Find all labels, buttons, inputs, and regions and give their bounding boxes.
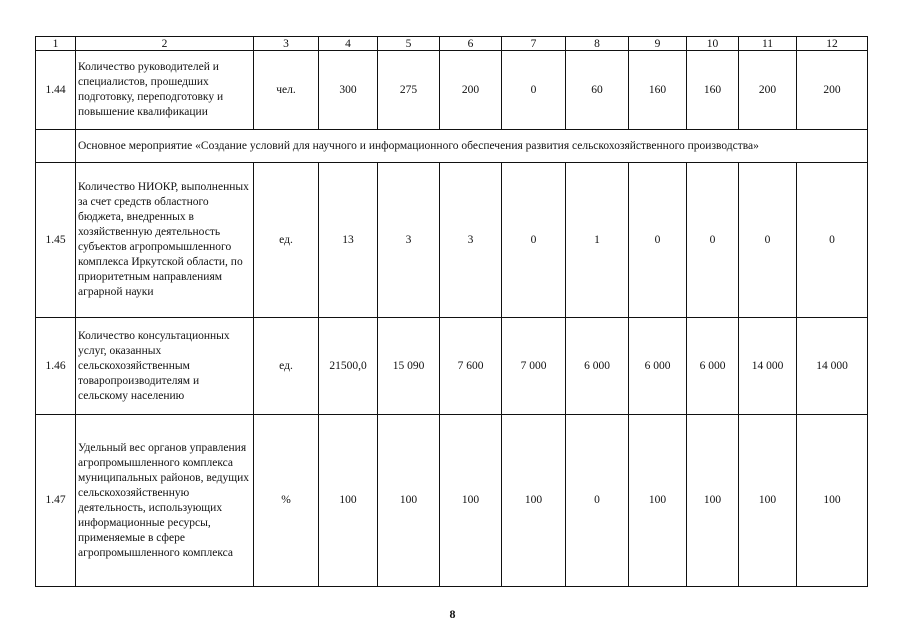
section-title: Основное мероприятие «Создание условий для научного и информационного обеспечения развития сельскохозяйственного производства» [76,130,868,163]
value-cell: 6 000 [687,318,739,415]
value-cell: 0 [629,163,687,318]
indicators-table [35,36,868,587]
page-number: 8 [449,607,456,621]
row-number: 1.44 [36,51,76,130]
header-cell: 6 [440,37,502,51]
unit-cell: чел. [254,51,319,130]
value-cell: 160 [629,51,687,130]
table-row [36,415,868,587]
value-cell: 6 000 [629,318,687,415]
value-cell: 14 000 [739,318,797,415]
value-cell: 7 000 [502,318,566,415]
section-row [36,130,868,163]
value-cell: 15 090 [378,318,440,415]
header-cell: 2 [76,37,254,51]
value-cell: 14 000 [797,318,868,415]
table-body [36,37,868,587]
value-cell: 6 000 [566,318,629,415]
row-number: 1.47 [36,415,76,587]
value-cell: 100 [797,415,868,587]
header-cell: 1 [36,37,76,51]
header-cell: 4 [319,37,378,51]
value-cell: 3 [378,163,440,318]
header-cell: 5 [378,37,440,51]
value-cell: 60 [566,51,629,130]
value-cell: 13 [319,163,378,318]
value-cell: 100 [502,415,566,587]
value-cell: 100 [319,415,378,587]
value-cell: 100 [739,415,797,587]
header-cell: 3 [254,37,319,51]
header-cell: 11 [739,37,797,51]
indicator-name: Количество руководителей и специалистов, прошедших подготовку, переподготовку и повышение квалификации [76,51,254,130]
value-cell: 0 [566,415,629,587]
value-cell: 100 [629,415,687,587]
value-cell: 100 [440,415,502,587]
value-cell: 7 600 [440,318,502,415]
value-cell: 0 [502,163,566,318]
unit-cell: % [254,415,319,587]
table-row [36,318,868,415]
unit-cell: ед. [254,163,319,318]
value-cell: 100 [378,415,440,587]
unit-cell: ед. [254,318,319,415]
value-cell: 200 [440,51,502,130]
value-cell: 21500,0 [319,318,378,415]
value-cell: 3 [440,163,502,318]
table-row [36,51,868,130]
value-cell: 160 [687,51,739,130]
header-row [36,37,868,51]
header-cell: 9 [629,37,687,51]
header-cell: 8 [566,37,629,51]
value-cell: 200 [797,51,868,130]
indicator-name: Удельный вес органов управления агропромышленного комплекса муниципальных районов, ведущих сельскохозяйственную деятельность, использующих информационные ресурсы, применяемые в сфере агропромышленного комплекса [76,415,254,587]
header-cell: 10 [687,37,739,51]
value-cell: 0 [687,163,739,318]
table-row [36,163,868,318]
value-cell: 0 [797,163,868,318]
value-cell: 200 [739,51,797,130]
section-number-cell [36,130,76,163]
row-number: 1.45 [36,163,76,318]
indicator-name: Количество консультационных услуг, оказанных сельскохозяйственным товаропроизводителям и сельскому населению [76,318,254,415]
value-cell: 100 [687,415,739,587]
value-cell: 300 [319,51,378,130]
value-cell: 0 [502,51,566,130]
value-cell: 0 [739,163,797,318]
value-cell: 275 [378,51,440,130]
header-cell: 7 [502,37,566,51]
row-number: 1.46 [36,318,76,415]
value-cell: 1 [566,163,629,318]
indicator-name: Количество НИОКР, выполненных за счет средств областного бюджета, внедренных в хозяйственную деятельность субъектов агропромышленного комплекса Иркутской области, по приоритетным направлениям аграрной науки [76,163,254,318]
header-cell: 12 [797,37,868,51]
